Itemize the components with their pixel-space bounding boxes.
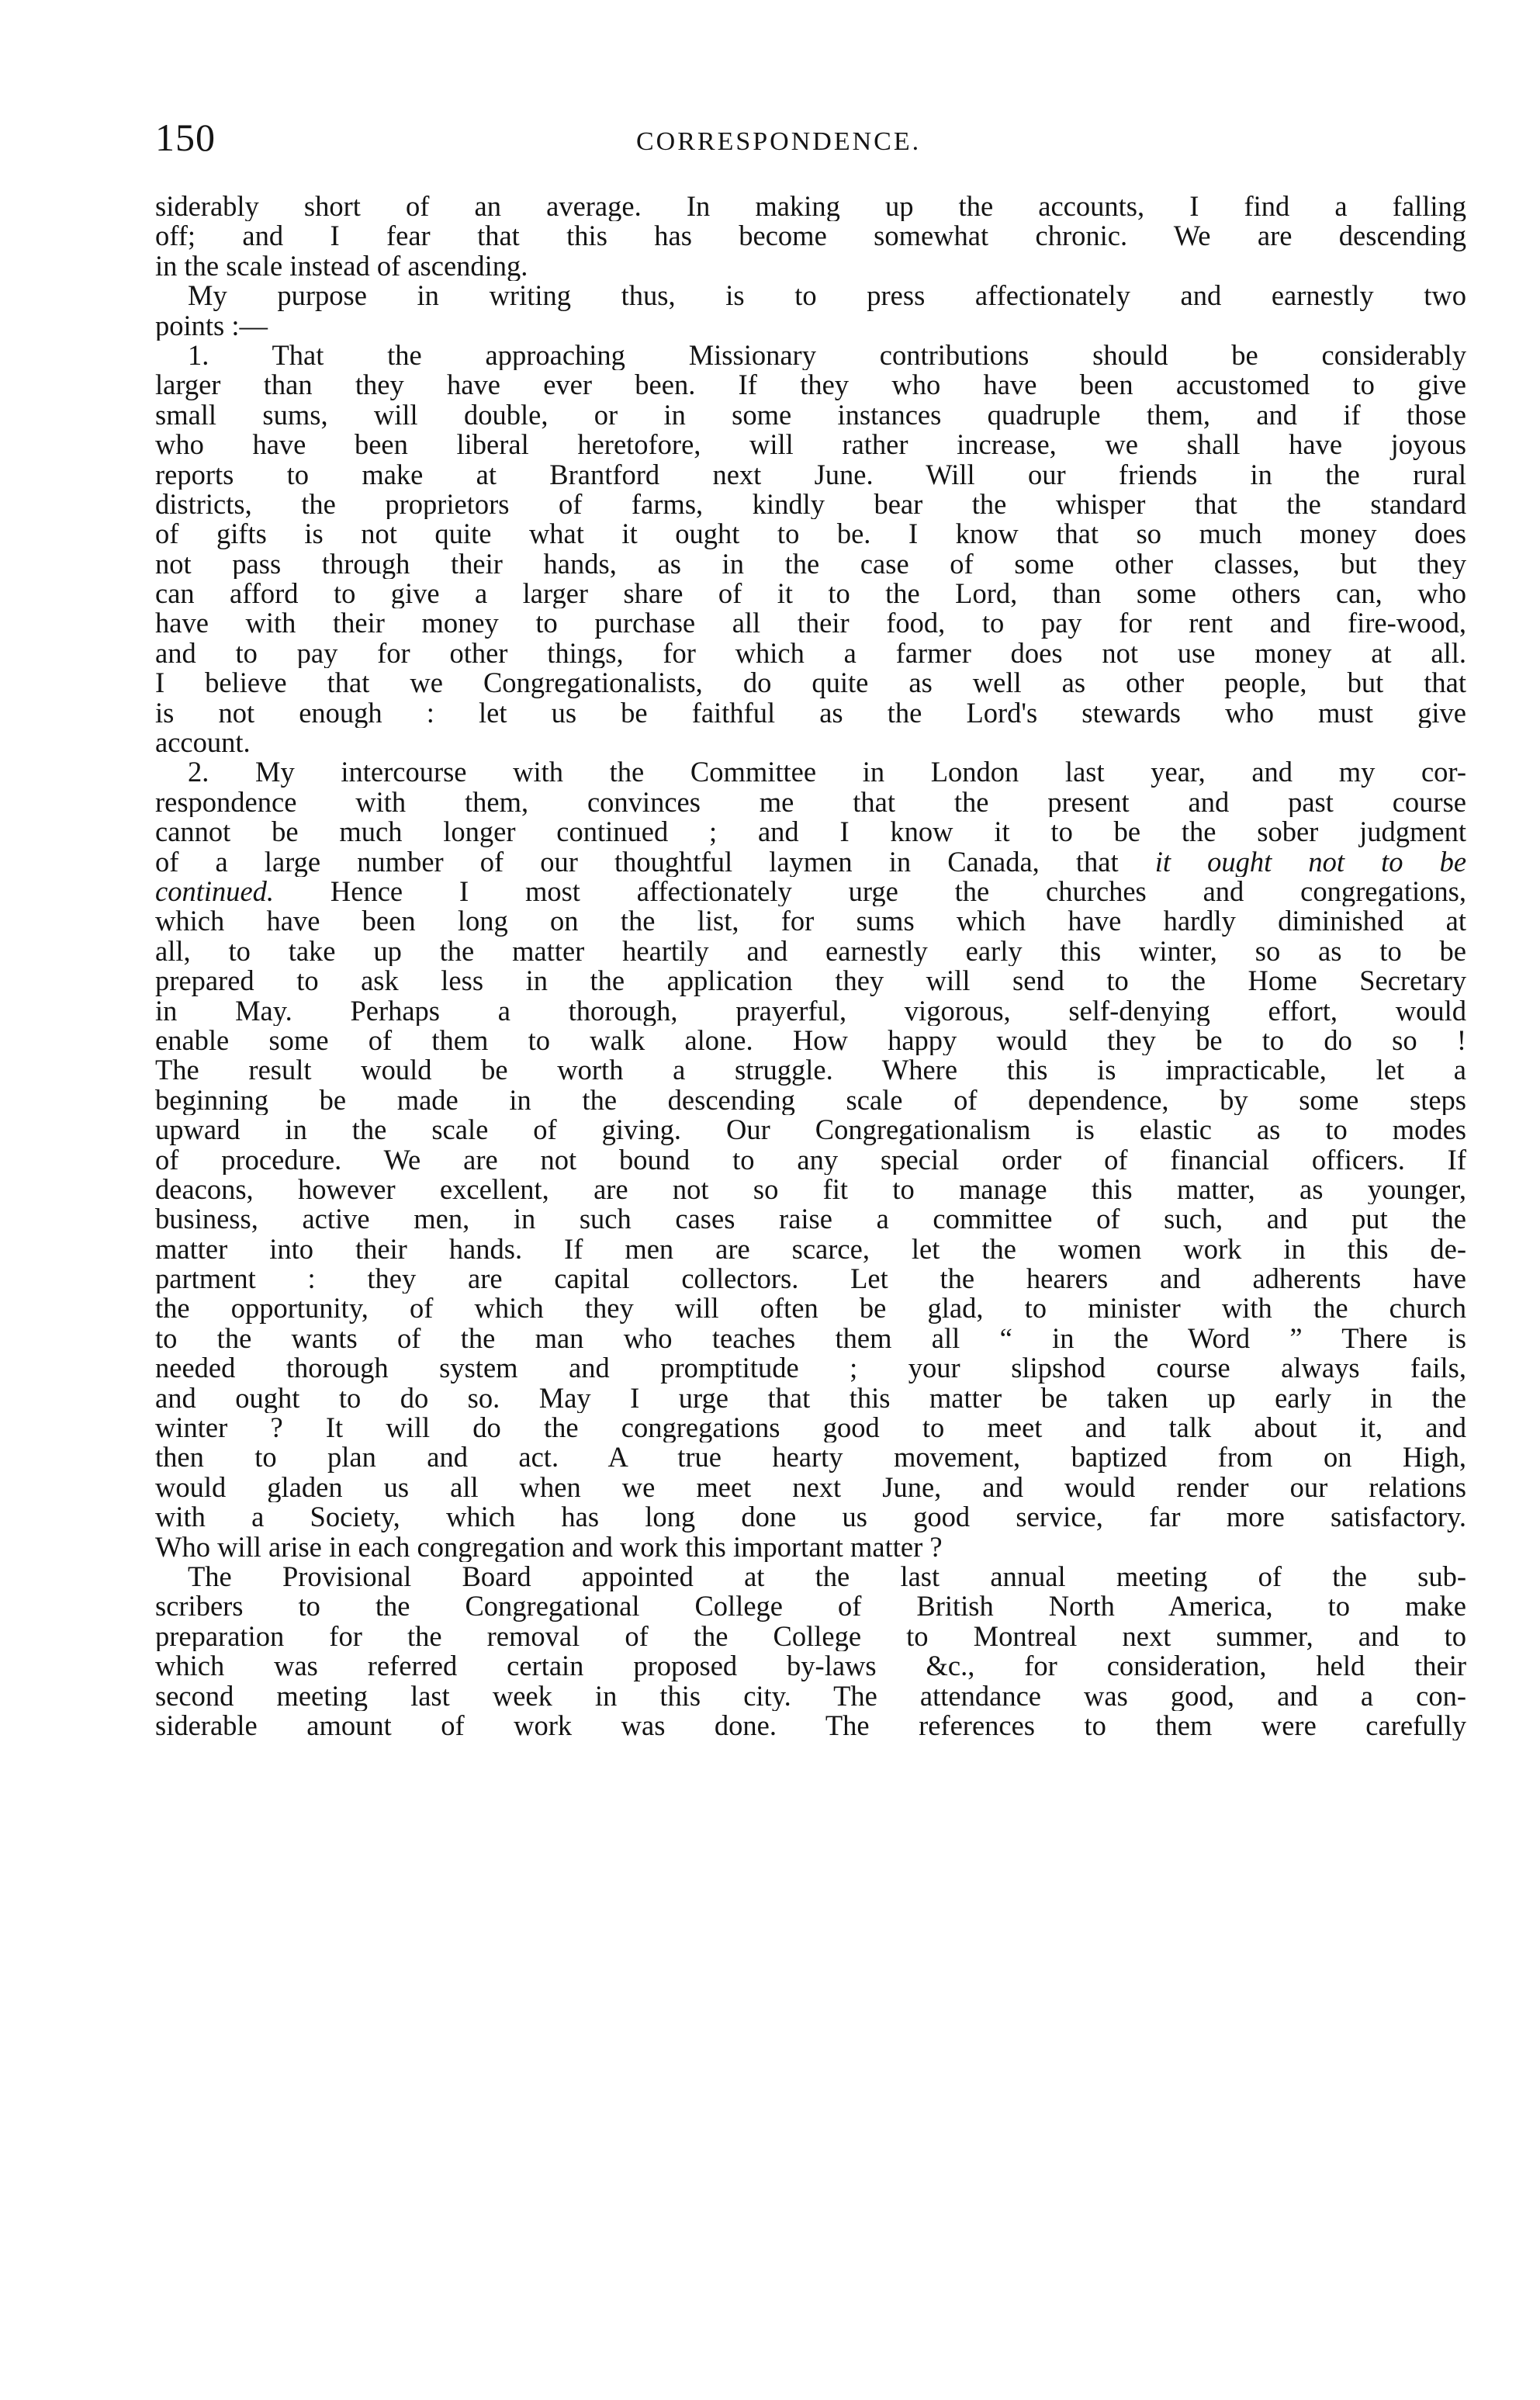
line-text: Who will arise in each congregation and work this important matter ? <box>155 1532 943 1562</box>
line-text: then to plan and act. A true hearty movement, baptized from on High, <box>155 1442 1466 1473</box>
line-text: siderable amount of work was done. The references to them were carefully <box>155 1710 1466 1741</box>
text-line <box>155 1026 1466 1055</box>
line-text: 2. My intercourse with the Committee in London last year, and my cor- <box>188 757 1466 788</box>
text-line <box>155 847 1466 877</box>
text-line <box>155 1145 1466 1175</box>
line-text: matter into their hands. If men are scarce, let the women work in this de- <box>155 1234 1466 1265</box>
text-line <box>155 668 1466 698</box>
line-text: The Provisional Board appointed at the last annual meeting of the sub- <box>188 1561 1466 1592</box>
line-text: respondence with them, convinces me that the present and past course <box>155 787 1466 818</box>
text-line <box>155 1532 1466 1562</box>
line-text: My purpose in writing thus, is to press affectionately and earnestly two <box>188 281 1466 311</box>
text-line <box>155 1502 1466 1532</box>
line-text: which was referred certain proposed by-laws &c., for consideration, held their <box>155 1651 1466 1681</box>
text-line <box>155 1204 1466 1234</box>
text-line <box>155 549 1466 579</box>
line-text: business, active men, in such cases raise a committee of such, and put the <box>155 1204 1466 1235</box>
text-line <box>155 1591 1466 1621</box>
line-text: not pass through their hands, as in the case of some other classes, but they <box>155 549 1466 580</box>
line-text: who have been liberal heretofore, will rather increase, we shall have joyous <box>155 430 1466 460</box>
line-text: account. <box>155 728 251 758</box>
line-text: of procedure. We are not bound to any special order of financial officers. If <box>155 1145 1466 1175</box>
text-line <box>155 1442 1466 1472</box>
text-line <box>155 251 1466 281</box>
line-text: of a large number of our thoughtful laymen in Canada, that <box>155 847 1119 877</box>
text-line <box>155 817 1466 847</box>
text-line <box>155 341 1466 370</box>
line-text: with a Society, which has long done us good service, far more satisfactory. <box>155 1502 1466 1532</box>
text-line <box>155 1473 1466 1502</box>
line-text: beginning be made in the descending scale of dependence, by some steps <box>155 1085 1466 1116</box>
text-line <box>155 1622 1466 1651</box>
line-text: in the scale instead of ascending. <box>155 251 528 282</box>
line-text: to the wants of the man who teaches them all “ in the Word ” There is <box>155 1323 1466 1354</box>
line-text: and to pay for other things, for which a farmer does not use money at all. <box>155 638 1466 669</box>
text-line <box>155 579 1466 608</box>
text-line <box>155 1681 1466 1711</box>
line-text: 1. That the approaching Missionary contributions should be considerably <box>188 340 1466 371</box>
text-line <box>155 192 1466 221</box>
line-text: cannot be much longer continued ; and I know it to be the sober judgment <box>155 817 1466 847</box>
line-text: prepared to ask less in the application they will send to the Home Secretary <box>155 966 1466 996</box>
line-text: upward in the scale of giving. Our Congregationalism is elastic as to modes <box>155 1115 1466 1145</box>
text-line <box>155 757 1466 787</box>
line-text: points :— <box>155 310 268 341</box>
text-line <box>155 966 1466 996</box>
line-text: needed thorough system and promptitude ; your slipshod course always fails, <box>155 1353 1466 1384</box>
text-line <box>155 1235 1466 1264</box>
line-text: deacons, however excellent, are not so fit to manage this matter, as younger, <box>155 1174 1466 1205</box>
text-line <box>155 1175 1466 1204</box>
line-text: the opportunity, of which they will often be glad, to minister with the church <box>155 1294 1466 1324</box>
line-text: second meeting last week in this city. The attendance was good, and a con- <box>155 1681 1466 1711</box>
text-line <box>155 906 1466 936</box>
text-line <box>155 877 1466 906</box>
line-text: preparation for the removal of the College to Montreal next summer, and to <box>155 1621 1466 1652</box>
line-text: have with their money to purchase all their food, to pay for rent and fire-wood, <box>155 608 1466 639</box>
text-line <box>155 1115 1466 1145</box>
line-text: districts, the proprietors of farms, kindly bear the whisper that the standard <box>155 489 1466 520</box>
line-text: scribers to the Congregational College of British North America, to make <box>155 1591 1466 1622</box>
text-line <box>155 1086 1466 1115</box>
text-line <box>155 698 1466 728</box>
text-line <box>155 1562 1466 1591</box>
line-text: Hence I most affectionately urge the churches and congregations, <box>274 876 1466 907</box>
line-text: The result would be worth a struggle. Where this is impracticable, let a <box>155 1055 1466 1086</box>
text-line <box>155 281 1466 310</box>
line-text: would gladen us all when we meet next June, and would render our relations <box>155 1472 1466 1503</box>
text-line <box>155 490 1466 519</box>
text-line <box>155 639 1466 668</box>
line-text: is not enough : let us be faithful as the Lord's stewards who must give <box>155 698 1466 729</box>
text-line <box>155 1413 1466 1442</box>
text-line <box>155 937 1466 966</box>
line-text: I believe that we Congregationalists, do quite as well as other people, but that <box>155 668 1466 698</box>
text-line <box>155 1711 1466 1740</box>
emphasis-text: it ought not to be <box>1154 847 1466 877</box>
line-text: small sums, will double, or in some instances quadruple them, and if those <box>155 400 1466 431</box>
line-text: off; and I fear that this has become somewhat chronic. We are descending <box>155 221 1466 251</box>
text-line <box>155 1055 1466 1085</box>
text-line <box>155 519 1466 549</box>
text-line <box>155 1264 1466 1294</box>
text-line <box>155 1324 1466 1353</box>
text-line <box>155 728 1466 757</box>
line-text: in May. Perhaps a thorough, prayerful, vigorous, self-denying effort, would <box>155 996 1466 1026</box>
line-text: can afford to give a larger share of it to the Lord, than some others can, who <box>155 579 1466 609</box>
text-line <box>155 1651 1466 1681</box>
line-text: winter ? It will do the congregations good to meet and talk about it, and <box>155 1413 1466 1443</box>
running-head: CORRESPONDENCE. <box>636 127 922 156</box>
line-text: siderably short of an average. In making up the accounts, I find a falling <box>155 192 1466 222</box>
line-text: enable some of them to walk alone. How happy would they be to do so ! <box>155 1025 1466 1056</box>
line-text: of gifts is not quite what it ought to be. I know that so much money does <box>155 519 1466 549</box>
text-line <box>155 1384 1466 1413</box>
text-line <box>155 430 1466 459</box>
text-line <box>155 608 1466 638</box>
line-text: all, to take up the matter heartily and earnestly early this winter, so as to be <box>155 936 1466 967</box>
text-line <box>155 460 1466 490</box>
text-line <box>155 311 1466 341</box>
line-text: which have been long on the list, for sums which have hardly diminished at <box>155 906 1466 937</box>
text-line <box>155 996 1466 1026</box>
text-line <box>155 400 1466 430</box>
text-line <box>155 1353 1466 1383</box>
line-text: partment : they are capital collectors. Let the hearers and adherents have <box>155 1264 1466 1294</box>
line-text: and ought to do so. May I urge that this matter be taken up early in the <box>155 1383 1466 1414</box>
line-text: larger than they have ever been. If they who have been accustomed to give <box>155 370 1466 400</box>
page-number: 150 <box>155 116 216 159</box>
text-line <box>155 370 1466 400</box>
text-line <box>155 221 1466 251</box>
body-text <box>155 192 1466 1740</box>
line-text: reports to make at Brantford next June. Will our friends in the rural <box>155 459 1466 490</box>
page-header <box>155 110 1466 165</box>
text-line <box>155 1294 1466 1323</box>
text-line <box>155 788 1466 817</box>
emphasis-text: continued. <box>155 876 275 907</box>
